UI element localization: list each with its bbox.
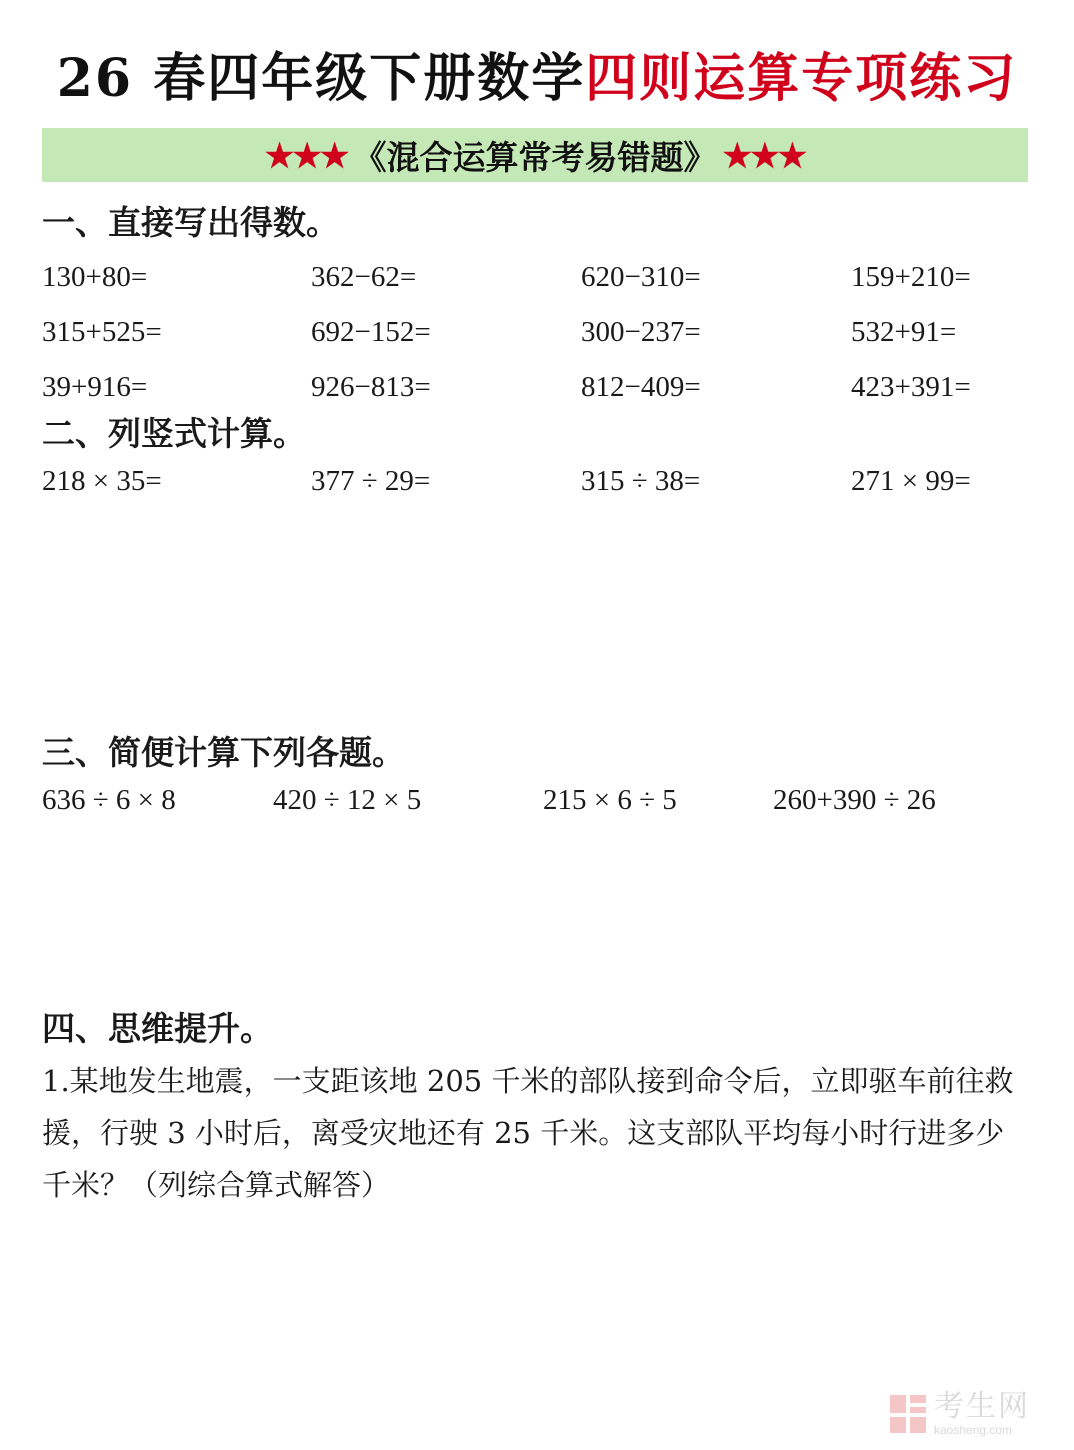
simplify-item: 636 ÷ 6 × 8 xyxy=(42,784,176,816)
watermark-cn: 考生网 xyxy=(934,1389,1030,1424)
calc-item: 423+391= xyxy=(851,371,971,403)
vertical-calc-item: 271 × 99= xyxy=(851,465,971,497)
section3-row xyxy=(0,780,1074,820)
title-highlight: 四则运算专项练习 xyxy=(585,48,1018,109)
calc-item: 812−409= xyxy=(581,371,701,403)
calc-item: 532+91= xyxy=(851,316,957,348)
stars-right-icon: ★★★ xyxy=(722,135,806,175)
simplify-item: 260+390 ÷ 26 xyxy=(773,784,936,816)
calc-item: 159+210= xyxy=(851,261,971,293)
section4-heading: 四、思维提升。 xyxy=(42,1009,273,1048)
kaosheng-logo-icon xyxy=(888,1391,928,1437)
page-title xyxy=(0,44,1074,114)
calc-item: 620−310= xyxy=(581,261,701,293)
watermark xyxy=(888,1388,1058,1440)
section2-heading: 二、列竖式计算。 xyxy=(42,414,306,453)
banner-text: 《混合运算常考易错题》 xyxy=(353,137,717,177)
section1-row xyxy=(0,312,1074,352)
watermark-en: kaosheng.com xyxy=(934,1423,1013,1437)
simplify-item: 215 × 6 ÷ 5 xyxy=(543,784,677,816)
vertical-calc-item: 218 × 35= xyxy=(42,465,162,497)
vertical-calc-item: 377 ÷ 29= xyxy=(311,465,431,497)
vertical-calc-item: 315 ÷ 38= xyxy=(581,465,701,497)
section1-row xyxy=(0,367,1074,407)
section2-row xyxy=(0,461,1074,501)
calc-item: 315+525= xyxy=(42,316,162,348)
title-main: 26 春四年级下册数学 xyxy=(56,48,586,109)
calc-item: 300−237= xyxy=(581,316,701,348)
calc-item: 130+80= xyxy=(42,261,148,293)
section1-row xyxy=(0,257,1074,297)
section1-heading: 一、直接写出得数。 xyxy=(42,203,339,242)
stars-left-icon: ★★★ xyxy=(264,135,348,175)
calc-item: 926−813= xyxy=(311,371,431,403)
calc-item: 692−152= xyxy=(311,316,431,348)
subtitle-banner xyxy=(42,128,1028,182)
section3-heading: 三、简便计算下列各题。 xyxy=(42,733,405,772)
simplify-item: 420 ÷ 12 × 5 xyxy=(273,784,422,816)
calc-item: 362−62= xyxy=(311,261,417,293)
word-problem: 1.某地发生地震，一支距该地 205 千米的部队接到命令后，立即驱车前往救援，行驶 3 小时后，离受灾地还有 25 千米。这支部队平均每小时行进多少千米？（列综合算式解答） xyxy=(42,1064,1014,1202)
calc-item: 39+916= xyxy=(42,371,148,403)
